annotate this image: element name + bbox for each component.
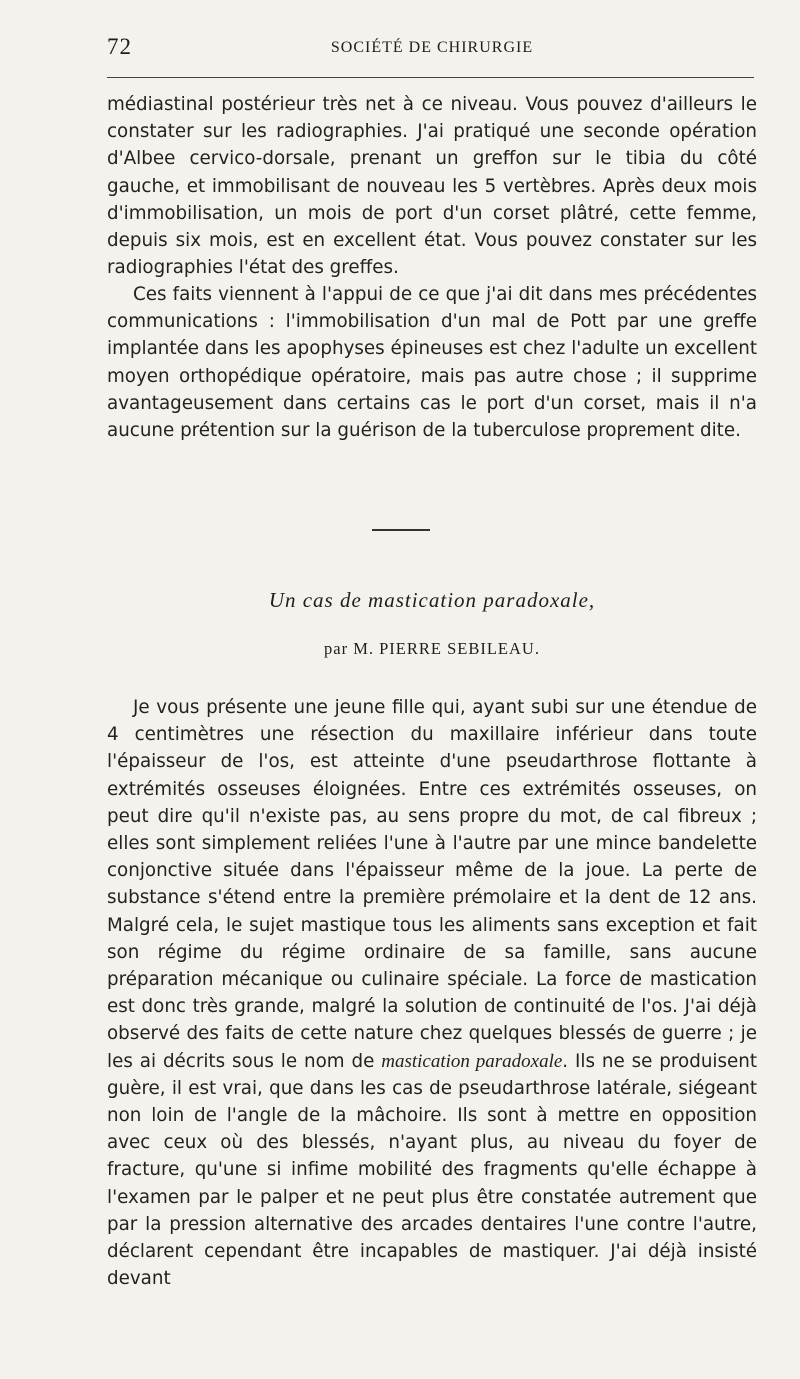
paragraph-3 — [107, 694, 757, 1292]
paragraph-3-term: mastication paradoxale — [381, 1050, 563, 1072]
paragraph-3-text-before: Je vous présente une jeune fille qui, ayant subi sur une étendue de 4 centimètres une résection du maxillaire inférieur dans toute l'épaisseur de l'os, est atteinte d'une pseudarthrose flottante à extrémités osseuses éloignées. Entre ces extrémités osseuses, on peut dire qu'il n'existe pas, au sens propre du mot, de cal fibreux ; elles sont simplement reliées l'une à l'autre par une mince bandelette conjonctive située dans l'épaisseur même de la joue. La perte de substance s'étend entre la première prémolaire et la dent de 12 ans. Malgré cela, le sujet mastique tous les aliments sans exception et fait son régime du régime ordinaire de sa famille, sans aucune préparation mécanique ou culinaire spéciale. La force de mastication est donc très grande, malgré la solution de continuité de l'os. J'ai déjà observé des faits de cette nature chez quelques blessés de guerre ; je les ai décrits sous le nom de — [107, 697, 757, 1072]
paragraph-1: médiastinal postérieur très net à ce niveau. Vous pouvez d'ailleurs le constater sur les radiographies. J'ai pratiqué une seconde opération d'Albee cervico-dorsale, prenant un greffon sur le tibia du côté gauche, et immobilisant de nouveau les 5 vertèbres. Après deux mois d'immobilisation, un mois de port d'un corset plâtré, cette femme, depuis six mois, est en excellent état. Vous pouvez constater sur les radiographies l'état des greffes. — [107, 94, 757, 279]
header-rule — [107, 77, 754, 78]
page-number: 72 — [107, 34, 132, 59]
running-title: SOCIÉTÉ DE CHIRURGIE — [330, 39, 534, 56]
page-header — [107, 34, 757, 64]
section-divider — [372, 529, 430, 531]
paragraph-2: Ces faits viennent à l'appui de ce que j'ai dit dans mes précédentes communications : l'immobilisation d'un mal de Pott par une greffe implantée dans les apophyses épineuses est chez l'adulte un excellent moyen orthopédique opératoire, mais pas autre chose ; il supprime avantageusement dans certains cas le port d'un corset, mais il n'a aucune prétention sur la guérison de la tuberculose proprement dite. — [107, 284, 757, 442]
article-title: Un cas de mastication paradoxale, — [268, 588, 596, 612]
paragraph-3-text-after: . Ils ne se produisent guère, il est vrai, que dans les cas de pseudarthrose latérale, siégeant non loin de l'angle de la mâchoire. Ils sont à mettre en opposition avec ceux où des blessés, n'ayant plus, au niveau du foyer de fracture, qu'une si infime mobilité des fragments qu'elle échappe à l'examen par le palper et ne peut plus être constatée autrement que par la pression alternative des arcades dentaires l'une contre l'autre, déclarent cependant être incapables de mastiquer. J'ai déjà insisté devant — [107, 1050, 758, 1290]
article-byline: par M. PIERRE SEBILEAU. — [324, 639, 540, 658]
